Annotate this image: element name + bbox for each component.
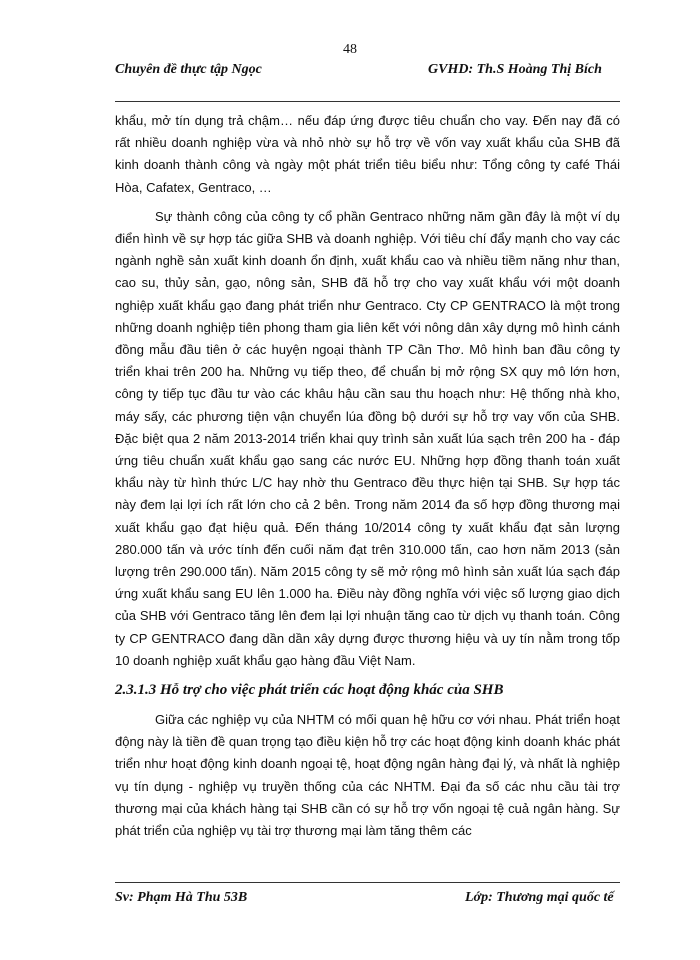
section-heading: 2.3.1.3 Hỗ trợ cho việc phát triển các hoạt động khác của SHB — [115, 682, 504, 699]
paragraph-gentraco: Sự thành công của công ty cổ phần Gentraco những năm gần đây là một ví dụ điển hình về sự hợp tác giữa SHB và doanh nghiệp. Với tiêu chí đẩy mạnh cho vay các ngành nghề sản xuất kinh doanh ổn định, xuất khẩu cao và nhiều tiềm năng như than, cao su, thủy sản, gạo, nông sản, SHB đã hỗ trợ cho vay xuất khẩu với một doanh nghiệp xuất khẩu gạo đang phát triển như Gentraco. Cty CP GENTRACO là một trong những doanh nghiệp tiên phong tham gia liên kết với nông dân xây dựng mô hình cánh đồng mẫu đầu tiên ở các huyện ngoại thành TP Cần Thơ. Mô hình ban đầu công ty triển khai trên 200 ha. Những vụ tiếp theo, để chuẩn bị mở rộng SX quy mô lớn hơn, công ty tiếp tục đầu tư vào các khâu hậu cần sau thu hoạch như: Hệ thống nhà kho, máy sấy, các phương tiện vận chuyển lúa đồng bộ dưới sự hỗ trợ vay vốn của SHB. Đặc biệt qua 2 năm 2013-2014 triển khai quy trình sản xuất lúa sạch trên 200 ha - đáp ứng tiêu chuẩn xuất khẩu gạo sang các nước EU. Những hợp đồng thanh toán xuất khẩu này từ hình thức L/C hay nhờ thu Gentraco đều thực hiện tại SHB. Sự hợp tác này đem lại lợi ích rất lớn cho cả 2 bên. Trong năm 2014 đa số hợp đồng thương mại xuất khẩu gạo đạt hiệu quả. Đến tháng 10/2014 công ty xuất khẩu đạt sản lượng 280.000 tấn và ước tính đến cuối năm đạt trên 310.000 tấn, cao hơn năm 2013 (sản lượng trên 290.000 tấn). Năm 2015 công ty sẽ mở rộng mô hình sản xuất lúa sạch đáp ứng xuất khẩu sang EU lên 1.000 ha. Điều này đồng nghĩa với việc số lượng giao dịch của SHB với Gentraco tăng lên đem lại lợi nhuận tăng cao từ dịch vụ thanh toán. Công ty CP GENTRACO đang dần dần xây dựng được thương hiệu và uy tín nằm trong tốp 10 doanh nghiệp xuất khẩu gạo hàng đầu Việt Nam. — [115, 208, 620, 668]
footer-right: Lớp: Thương mại quốc tế — [465, 890, 614, 905]
header-divider — [115, 101, 620, 102]
footer-divider — [115, 882, 620, 883]
section-paragraph: Giữa các nghiệp vụ của NHTM có mối quan hệ hữu cơ với nhau. Phát triển hoạt động này là tiền đề quan trọng tạo điều kiện hỗ trợ các hoạt động kinh doanh khác phát triển như hoạt động kinh doanh ngoại tệ, hoạt động ngân hàng đại lý, và nhất là nghiệp vụ tín dụng - nghiệp vụ truyền thống của các NHTM. Đại đa số các nhu cầu tài trợ thương mại của khách hàng tại SHB cần có sự hỗ trợ vốn ngoại tệ cuả ngân hàng. Sự phát triển của nghiệp vụ tài trợ thương mại làm tăng thêm các — [115, 712, 620, 839]
page-header — [115, 60, 620, 100]
paragraph-continuation: khẩu, mở tín dụng trả chậm… nếu đáp ứng được tiêu chuẩn cho vay. Đến nay đã có rất nhiều doanh nghiệp vừa và nhỏ nhờ sự hỗ trợ về vốn vay xuất khẩu của SHB đã kinh doanh thành công và ngày một phát triển tiêu biểu như: Tổng công ty café Thái Hòa, Cafatex, Gentraco, … — [115, 113, 620, 195]
header-left: Chuyên đề thực tập Ngọc — [115, 62, 262, 77]
page-number: 48 — [343, 42, 357, 57]
document-body — [115, 110, 620, 849]
page-footer — [115, 888, 620, 928]
footer-left: Sv: Phạm Hà Thu 53B — [115, 890, 248, 905]
header-right: GVHD: Th.S Hoàng Thị Bích — [428, 62, 602, 77]
